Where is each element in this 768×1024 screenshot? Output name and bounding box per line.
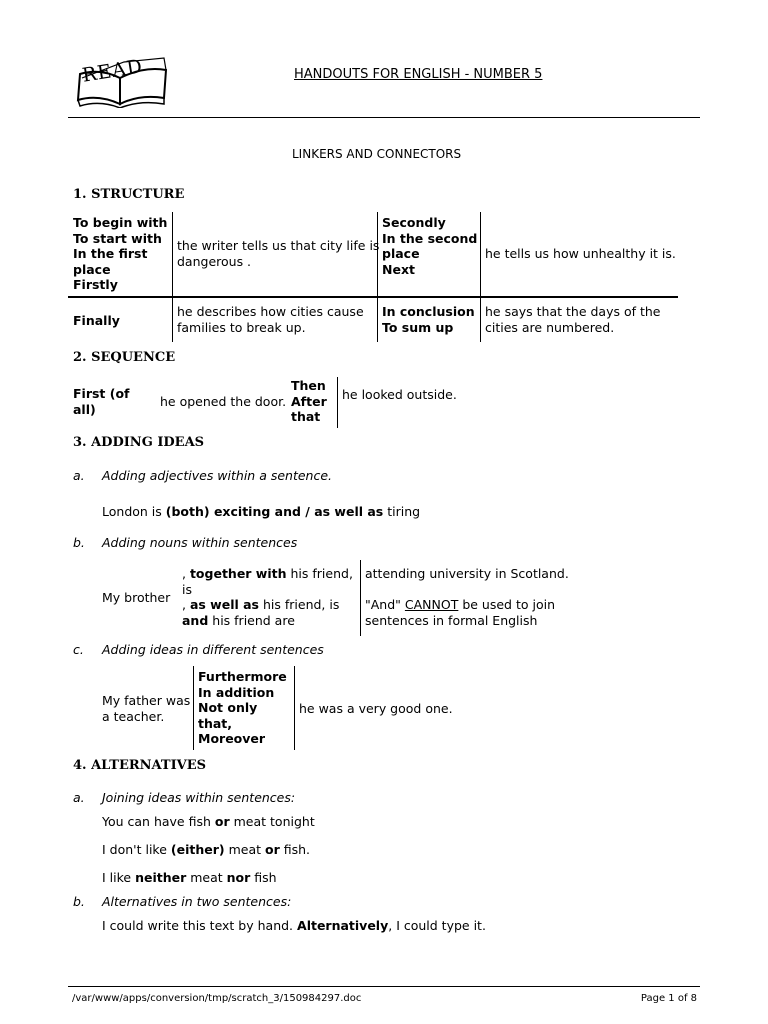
section-heading-adding-ideas: 3. ADDING IDEAS (73, 435, 205, 450)
example-note: "And" CANNOT be used to join sentences in formal English (365, 597, 556, 628)
example-sentence: I could write this text by hand. Alternatively, I could type it. (102, 918, 486, 933)
structure-r1c4: he tells us how unhealthy it is. (485, 246, 676, 261)
footer-rule (68, 986, 700, 987)
table-rule (68, 296, 678, 298)
sequence-c3: Then After that (291, 378, 327, 424)
table-divider (294, 666, 295, 750)
subsection-label: Joining ideas within sentences: (102, 790, 296, 805)
subsection-label: Alternatives in two sentences: (102, 894, 292, 909)
example-subject: My father was a teacher. (102, 693, 191, 724)
list-marker: b. (73, 894, 85, 909)
example-predicate: attending university in Scotland. (365, 566, 569, 581)
example-sentence: I like neither meat nor fish (102, 870, 277, 885)
example-sentence: London is (both) exciting and / as well as tiring (102, 504, 421, 519)
sequence-c4: he looked outside. (342, 387, 457, 402)
table-divider (480, 212, 481, 342)
example-sentence: I don't like (either) meat or fish. (102, 842, 311, 857)
structure-r1c3: Secondly In the second place Next (382, 215, 478, 277)
footer-path: /var/www/apps/conversion/tmp/scratch_3/150984297.doc (72, 993, 362, 1004)
structure-r2c2: he describes how cities cause families to break up. (177, 304, 364, 335)
example-subject: My brother (102, 590, 171, 605)
example-linkers: , together with his friend, is , as well as his friend, is and his friend are (182, 566, 353, 628)
table-divider (193, 666, 194, 750)
structure-r2c3: In conclusion To sum up (382, 304, 475, 335)
table-divider (337, 377, 338, 428)
logo-text: READ (80, 55, 145, 87)
list-marker: b. (73, 535, 85, 550)
table-divider (360, 560, 361, 636)
example-predicate: he was a very good one. (299, 701, 453, 716)
list-marker: a. (73, 790, 85, 805)
sequence-c1: First (of all) (73, 386, 130, 417)
section-heading-structure: 1. STRUCTURE (73, 187, 185, 202)
doc-title: LINKERS AND CONNECTORS (292, 147, 462, 161)
subsection-label: Adding nouns within sentences (102, 535, 298, 550)
section-heading-sequence: 2. SEQUENCE (73, 350, 176, 365)
list-marker: a. (73, 468, 85, 483)
page-number: Page 1 of 8 (640, 993, 697, 1004)
structure-r2c1: Finally (73, 313, 120, 328)
header-title: HANDOUTS FOR ENGLISH - NUMBER 5 (294, 67, 543, 82)
structure-r1c1: To begin with To start with In the first place Firstly (73, 215, 168, 292)
subsection-label: Adding ideas in different sentences (102, 642, 324, 657)
read-logo (74, 54, 170, 108)
section-heading-alternatives: 4. ALTERNATIVES (73, 758, 207, 773)
example-linkers: Furthermore In addition Not only that, Moreover (198, 669, 287, 746)
structure-r1c2: the writer tells us that city life is dangerous . (177, 238, 380, 269)
table-divider (377, 212, 378, 342)
list-marker: c. (73, 642, 84, 657)
header-rule (68, 117, 700, 118)
table-divider (172, 298, 173, 342)
table-divider (172, 212, 173, 297)
subsection-label: Adding adjectives within a sentence. (102, 468, 332, 483)
sequence-c2: he opened the door. (160, 394, 287, 409)
structure-r2c4: he says that the days of the cities are numbered. (485, 304, 661, 335)
example-sentence: You can have fish or meat tonight (102, 814, 315, 829)
